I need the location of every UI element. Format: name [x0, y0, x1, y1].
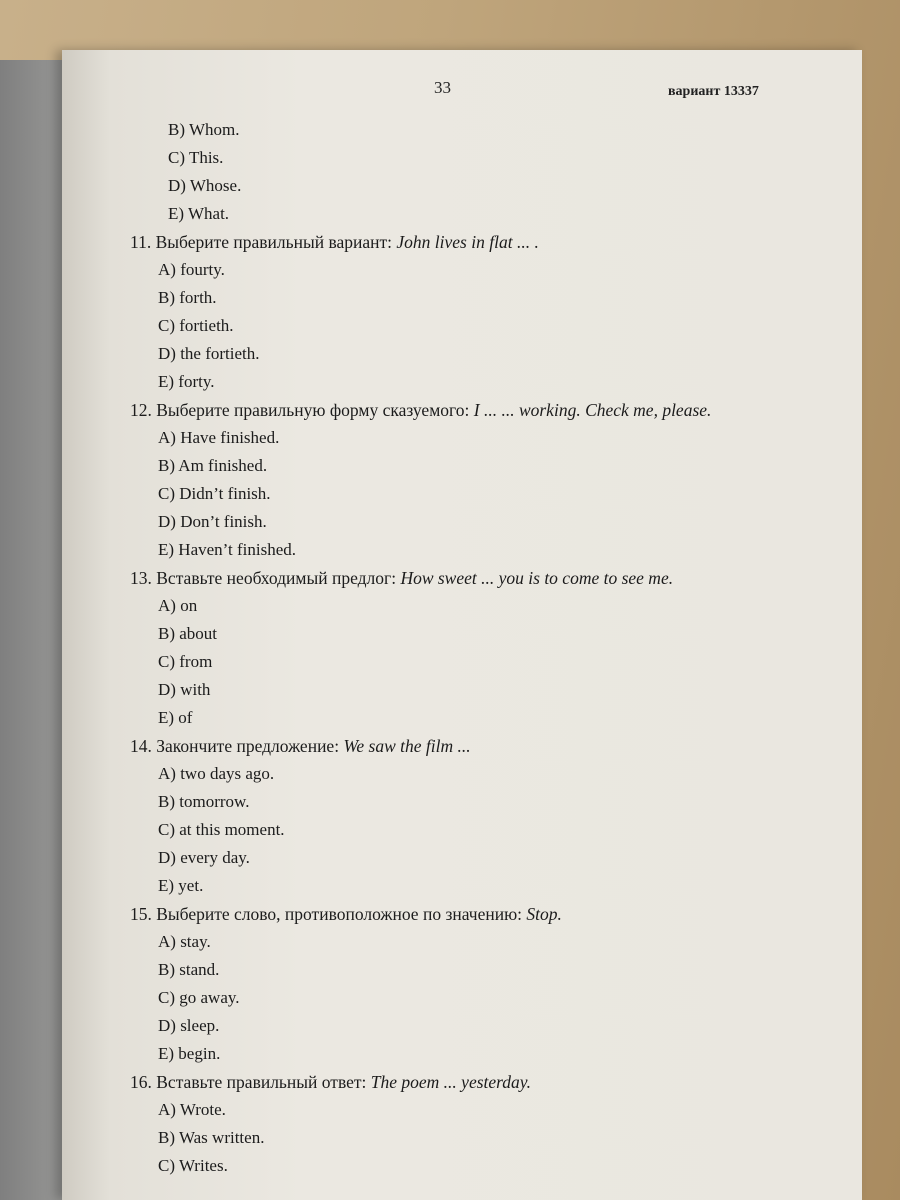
- question-prompt-en: Stop.: [526, 904, 562, 924]
- question-16: [130, 1068, 810, 1096]
- option: A) fourty.: [158, 260, 225, 279]
- question-number: 13.: [130, 568, 152, 588]
- option: A) two days ago.: [158, 764, 275, 783]
- question-10-options: [130, 116, 810, 228]
- option: B) about: [158, 624, 218, 643]
- question-prompt-ru: Вставьте необходимый предлог:: [156, 568, 397, 588]
- option: B) forth.: [158, 288, 217, 307]
- option: B) stand.: [158, 960, 220, 979]
- question-number: 12.: [130, 400, 152, 420]
- option: D) the fortieth.: [158, 344, 260, 363]
- option: E) forty.: [158, 372, 215, 391]
- question-prompt-ru: Выберите правильный вариант:: [155, 232, 393, 252]
- question-prompt-ru: Выберите слово, противоположное по значению:: [156, 904, 523, 924]
- question-prompt-en: John lives in flat ... .: [396, 232, 539, 252]
- option: D) with: [158, 680, 211, 699]
- option: A) Wrote.: [158, 1100, 226, 1119]
- question-number: 14.: [130, 736, 152, 756]
- question-prompt-en: How sweet ... you is to come to see me.: [400, 568, 674, 588]
- question-prompt-en: The poem ... yesterday.: [370, 1072, 531, 1092]
- option: A) Have finished.: [158, 428, 280, 447]
- question-number: 16.: [130, 1072, 152, 1092]
- option: B) tomorrow.: [158, 792, 250, 811]
- option: E) Haven’t finished.: [158, 540, 297, 559]
- option: E) yet.: [158, 876, 204, 895]
- question-prompt-ru: Выберите правильную форму сказуемого:: [156, 400, 470, 420]
- option: A) on: [158, 596, 198, 615]
- option: C) Didn’t finish.: [158, 484, 271, 503]
- question-11: [130, 228, 810, 256]
- option: C) at this moment.: [158, 820, 285, 839]
- question-12-options: [130, 424, 810, 564]
- question-number: 11.: [130, 232, 152, 252]
- question-15-options: [130, 928, 810, 1068]
- option: C) Writes.: [158, 1156, 228, 1175]
- option: C) go away.: [158, 988, 240, 1007]
- option: C) fortieth.: [158, 316, 234, 335]
- question-prompt-ru: Вставьте правильный ответ:: [156, 1072, 367, 1092]
- option: E) of: [158, 708, 193, 727]
- question-number: 15.: [130, 904, 152, 924]
- option: C) from: [158, 652, 213, 671]
- question-16-options: [130, 1096, 810, 1180]
- option: E) begin.: [158, 1044, 221, 1063]
- question-prompt-en: We saw the film ...: [343, 736, 471, 756]
- question-14-options: [130, 760, 810, 900]
- question-prompt-ru: Закончите предложение:: [156, 736, 340, 756]
- option: B) Am finished.: [158, 456, 268, 475]
- option: D) every day.: [158, 848, 250, 867]
- option: D) Whose.: [168, 176, 242, 195]
- option: B) Whom.: [168, 120, 240, 139]
- option: A) stay.: [158, 932, 211, 951]
- page-number: 33: [434, 78, 451, 97]
- option: B) Was written.: [158, 1128, 265, 1147]
- test-content: [130, 116, 810, 1180]
- variant-label: вариант 13337: [668, 84, 759, 99]
- question-prompt-en: I ... ... working. Check me, please.: [473, 400, 712, 420]
- question-15: [130, 900, 810, 928]
- question-12: [130, 396, 810, 424]
- question-13: [130, 564, 810, 592]
- option: D) sleep.: [158, 1016, 220, 1035]
- option: D) Don’t finish.: [158, 512, 267, 531]
- question-11-options: [130, 256, 810, 396]
- option: E) What.: [168, 204, 230, 223]
- question-14: [130, 732, 810, 760]
- question-13-options: [130, 592, 810, 732]
- option: C) This.: [168, 148, 224, 167]
